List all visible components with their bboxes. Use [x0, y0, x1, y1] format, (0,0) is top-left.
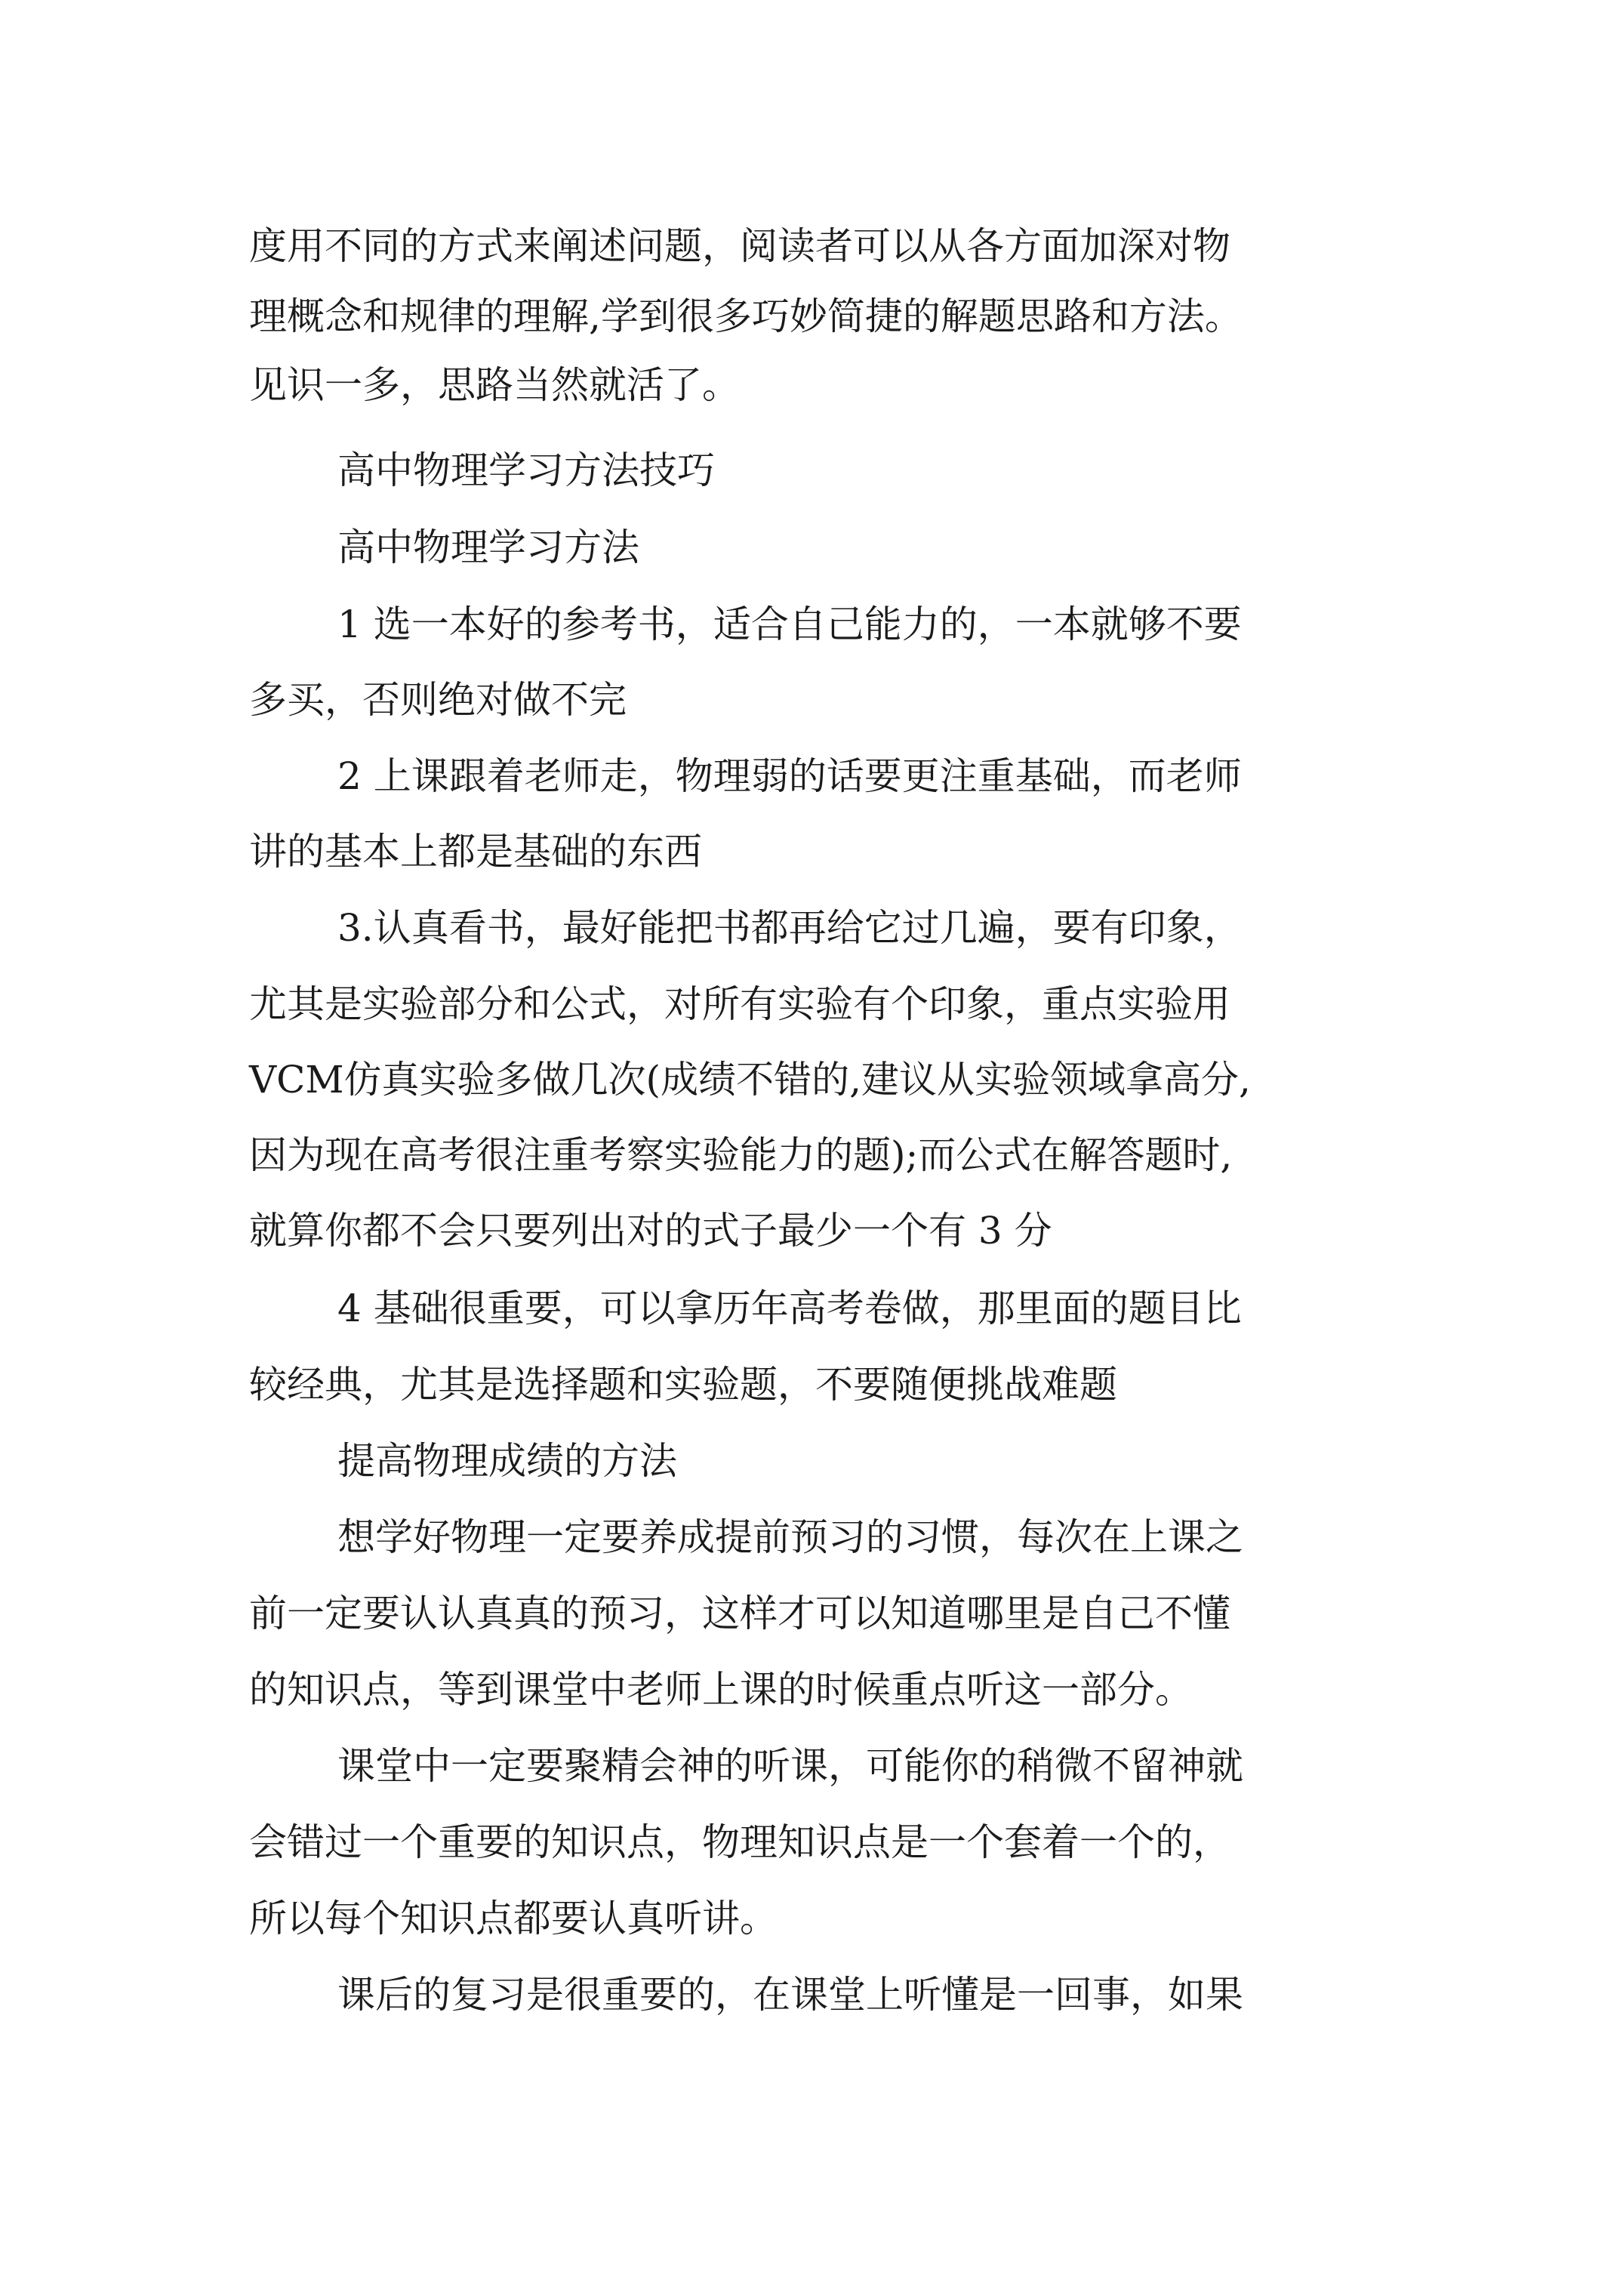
- list-item-line: 因为现在高考很注重考察实验能力的题);而公式在解答题时,: [249, 1133, 1233, 1177]
- list-item-line: 较经典，尤其是选择题和实验题，不要随便挑战难题: [249, 1363, 1117, 1407]
- paragraph-line: 前一定要认认真真的预习，这样才可以知道哪里是自己不懂: [249, 1592, 1230, 1635]
- list-item-line: 尤其是实验部分和公式，对所有实验有个印象，重点实验用: [249, 982, 1230, 1026]
- paragraph-line: 会错过一个重要的知识点，物理知识点是一个套着一个的，: [249, 1820, 1230, 1864]
- list-item-line: 2 上课跟着老师走，物理弱的话要更注重基础，而老师: [337, 754, 1242, 798]
- paragraph-line: 度用不同的方式来阐述问题，阅读者可以从各方面加深对物: [249, 224, 1230, 268]
- section-heading: 高中物理学习方法技巧: [337, 448, 715, 492]
- paragraph-line: 的知识点，等到课堂中老师上课的时候重点听这一部分。: [249, 1668, 1193, 1712]
- section-heading: 高中物理学习方法: [337, 525, 639, 569]
- paragraph-line: 课堂中一定要聚精会神的听课，可能你的稍微不留神就: [337, 1744, 1243, 1788]
- list-item-line: 就算你都不会只要列出对的式子最少一个有 3 分: [249, 1209, 1052, 1253]
- list-item-line: 多买，否则绝对做不完: [249, 678, 627, 722]
- paragraph-line: 想学好物理一定要养成提前预习的习惯，每次在上课之: [337, 1515, 1243, 1559]
- list-item-line: 讲的基本上都是基础的东西: [249, 830, 702, 874]
- list-item-line: 3.认真看书，最好能把书都再给它过几遍，要有印象，: [337, 906, 1242, 950]
- list-item-line: 4 基础很重要，可以拿历年高考卷做，那里面的题目比: [337, 1287, 1242, 1330]
- paragraph-line: 课后的复习是很重要的，在课堂上听懂是一回事，如果: [337, 1973, 1243, 2017]
- list-item-line: VCM仿真实验多做几次(成绩不错的,建议从实验领域拿高分,: [249, 1058, 1251, 1102]
- paragraph-line: 所以每个知识点都要认真听讲。: [249, 1897, 778, 1940]
- list-item-line: 1 选一本好的参考书，适合自己能力的，一本就够不要: [337, 603, 1242, 646]
- paragraph-line: 见识一多，思路当然就活了。: [249, 363, 740, 407]
- paragraph-line: 理概念和规律的理解,学到很多巧妙简捷的解题思路和方法。: [249, 294, 1243, 338]
- section-heading: 提高物理成绩的方法: [337, 1439, 677, 1483]
